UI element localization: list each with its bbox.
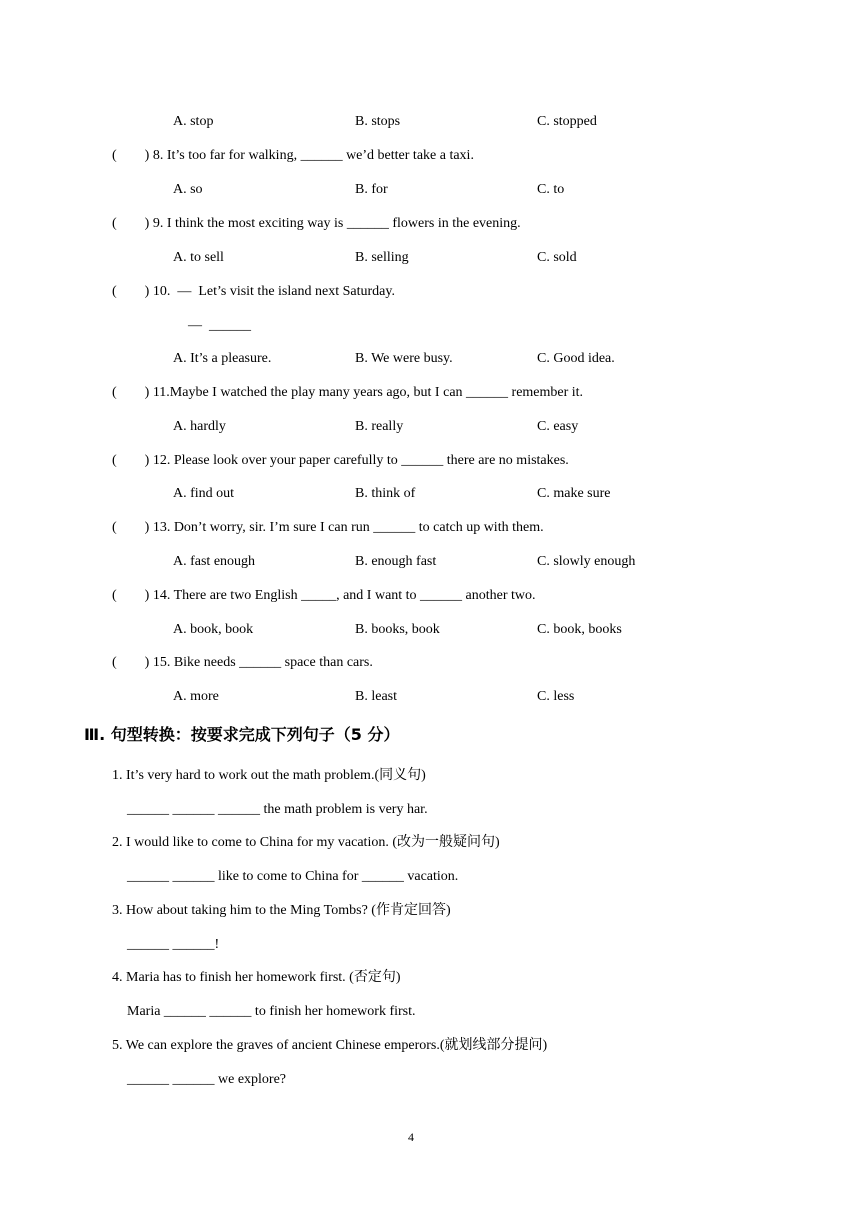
s3-item-5-answer: ______ ______ we explore?	[127, 1072, 287, 1087]
q15-stem: ( ) 15. Bike needs ______ space than cars.	[112, 655, 373, 670]
q10-option-a: A. It’s a pleasure.	[173, 351, 272, 366]
q7-option-a: A. stop	[173, 114, 214, 129]
s3-item-1-prompt: 1. It’s very hard to work out the math problem.(同义句)	[112, 768, 426, 783]
s3-item-2-answer: ______ ______ like to come to China for ______ vacation.	[127, 869, 459, 884]
q13-stem: ( ) 13. Don’t worry, sir. I’m sure I can run ______ to catch up with them.	[112, 520, 544, 535]
q12-option-a: A. find out	[173, 486, 235, 501]
q11-option-b: B. really	[355, 419, 404, 434]
s3-item-1-answer: ______ ______ ______ the math problem is very har.	[127, 802, 428, 817]
q14-stem: ( ) 14. There are two English _____, and I want to ______ another two.	[112, 588, 536, 603]
q7-option-b: B. stops	[355, 114, 401, 129]
q11-option-c: C. easy	[537, 419, 579, 434]
q10-stem: ( ) 10. — Let’s visit the island next Saturday.	[112, 284, 395, 299]
q15-option-b: B. least	[355, 689, 397, 704]
q12-stem: ( ) 12. Please look over your paper carefully to ______ there are no mistakes.	[112, 453, 569, 468]
q13-option-b: B. enough fast	[355, 554, 437, 569]
q10-reply: — ______	[188, 318, 251, 333]
s3-item-3-prompt: 3. How about taking him to the Ming Tombs? (作肯定回答)	[112, 903, 451, 918]
q10-option-b: B. We were busy.	[355, 351, 453, 366]
q11-stem: ( ) 11.Maybe I watched the play many years ago, but I can ______ remember it.	[112, 385, 584, 400]
q14-option-b: B. books, book	[355, 622, 440, 637]
q9-option-b: B. selling	[355, 250, 409, 265]
s3-item-2-prompt: 2. I would like to come to China for my vacation. (改为一般疑问句)	[112, 835, 500, 850]
q8-option-c: C. to	[537, 182, 565, 197]
q10-option-c: C. Good idea.	[537, 351, 615, 366]
q9-option-a: A. to sell	[173, 250, 224, 265]
q8-option-a: A. so	[173, 182, 203, 197]
s3-item-4-answer: Maria ______ ______ to finish her homework first.	[127, 1004, 416, 1019]
q11-option-a: A. hardly	[173, 419, 226, 434]
q8-option-b: B. for	[355, 182, 388, 197]
s3-item-4-prompt: 4. Maria has to finish her homework first. (否定句)	[112, 970, 401, 985]
q14-option-c: C. book, books	[537, 622, 622, 637]
q12-option-c: C. make sure	[537, 486, 611, 501]
q9-option-c: C. sold	[537, 250, 577, 265]
q13-option-c: C. slowly enough	[537, 554, 636, 569]
s3-item-3-answer: ______ ______!	[127, 937, 220, 952]
q8-stem: ( ) 8. It’s too far for walking, ______ we’d better take a taxi.	[112, 148, 474, 163]
q12-option-b: B. think of	[355, 486, 416, 501]
q15-option-a: A. more	[173, 689, 219, 704]
q9-stem: ( ) 9. I think the most exciting way is ______ flowers in the evening.	[112, 216, 521, 231]
q13-option-a: A. fast enough	[173, 554, 256, 569]
section-3-title: Ⅲ. 句型转换：按要求完成下列句子（5 分）	[84, 725, 400, 744]
q14-option-a: A. book, book	[173, 622, 254, 637]
page-number: 4	[408, 1130, 414, 1144]
q7-option-c: C. stopped	[537, 114, 597, 129]
s3-item-5-prompt: 5. We can explore the graves of ancient Chinese emperors.(就划线部分提问)	[112, 1038, 548, 1053]
q15-option-c: C. less	[537, 689, 575, 704]
